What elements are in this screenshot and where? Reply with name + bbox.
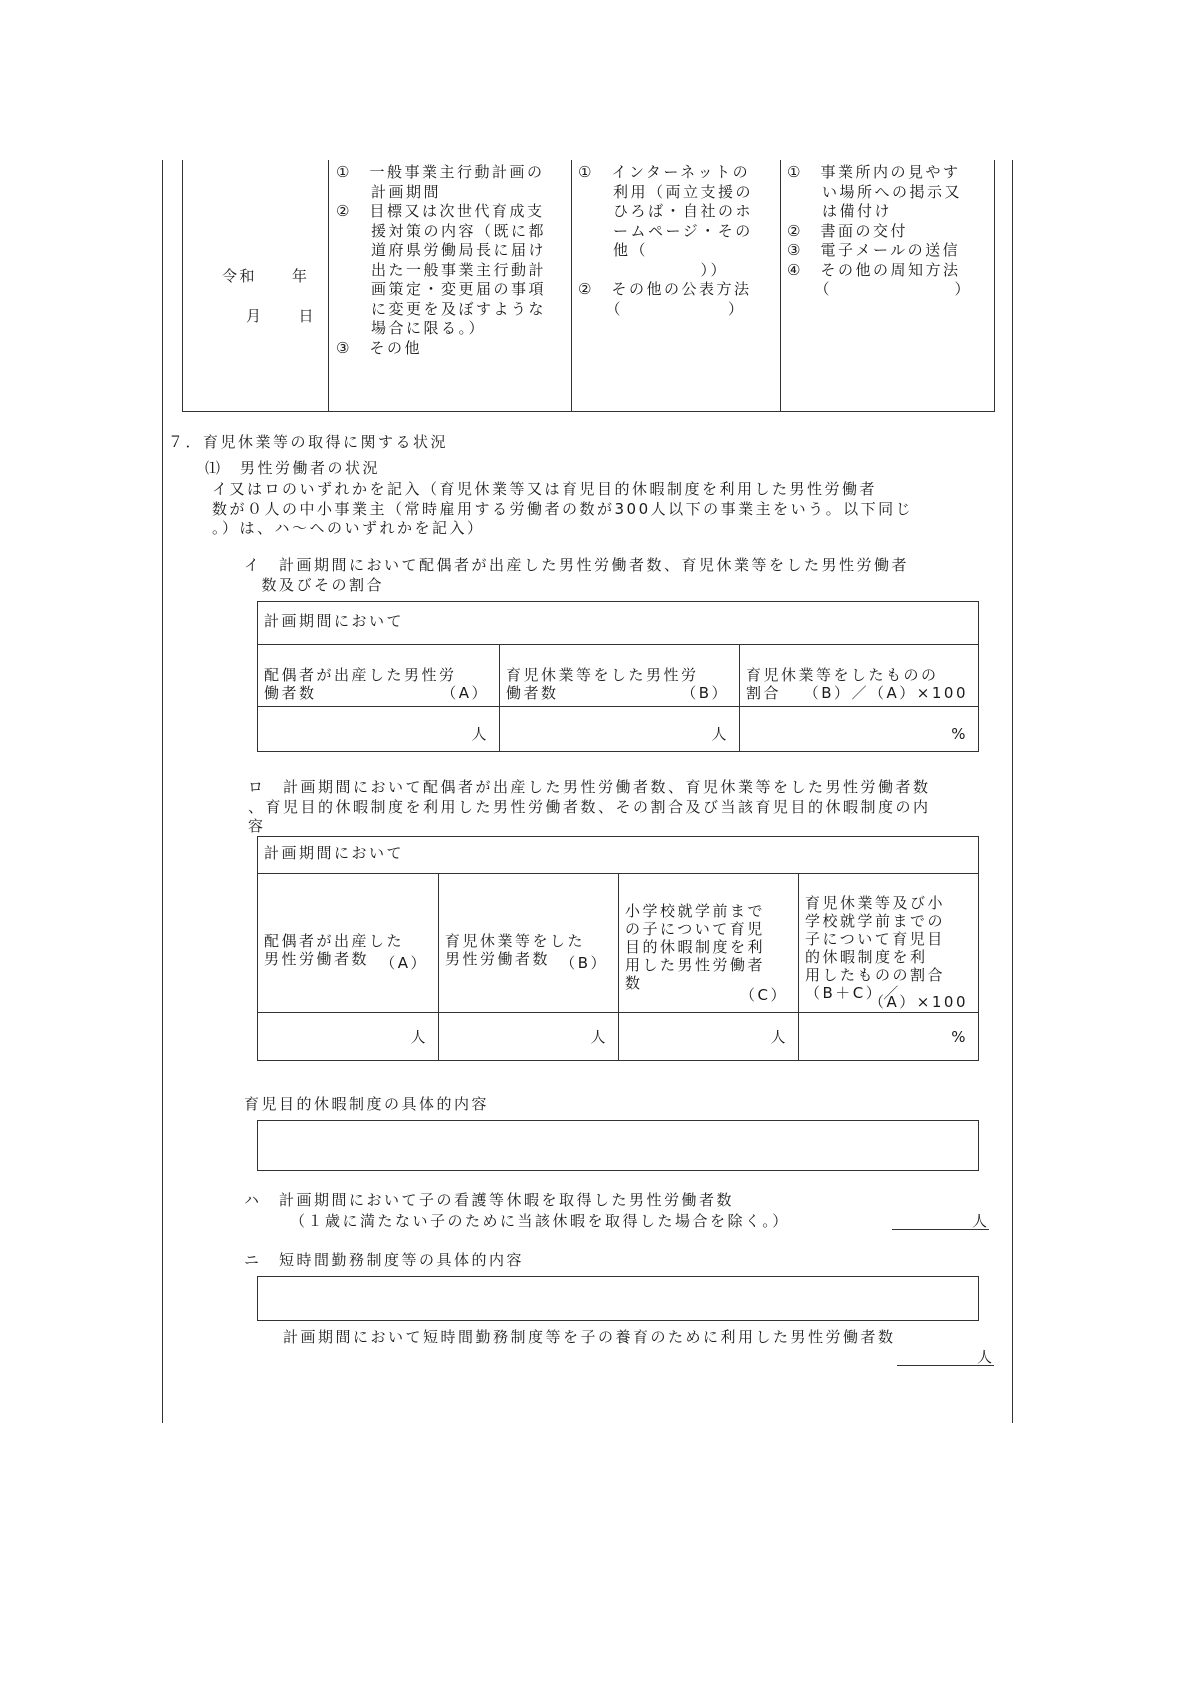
item-i-header-a xyxy=(258,644,499,706)
leave-system-detail-label: 育児目的休暇制度の具体的内容 xyxy=(244,1095,490,1113)
item-ro-value-ratio[interactable] xyxy=(798,1012,978,1060)
item-ro-table-title: 計画期間において xyxy=(264,844,405,862)
item-ni-unit: 人 xyxy=(977,1348,995,1366)
item-ro-value-b[interactable] xyxy=(438,1012,618,1060)
item-ro-value-c[interactable] xyxy=(618,1012,798,1060)
page-frame-left xyxy=(162,160,163,1423)
item-i-header-ratio xyxy=(739,644,978,706)
publication-method-list: ① インターネットの 利用（両立支援の ひろば・自社のホ ームページ・その 他（ ）） ② その他の公表方法 （ ） xyxy=(578,163,754,318)
item-i-header-b-text: 育児休業等をした男性労 働者数 xyxy=(506,666,699,702)
item-i-table-title: 計画期間において xyxy=(264,612,405,630)
item-ro-table xyxy=(257,836,979,1061)
item-ha-unit: 人 xyxy=(972,1212,990,1230)
item-i-header-ratio-text: 育児休業等をしたものの 割合 xyxy=(746,666,939,702)
table-divider xyxy=(780,160,781,411)
page-frame-right xyxy=(1012,160,1013,1423)
table-divider xyxy=(571,160,572,411)
item-i-table xyxy=(257,601,979,752)
date-month: 月 日 xyxy=(246,307,317,325)
item-i-header-a-text: 配偶者が出産した男性労 働者数 xyxy=(264,666,457,702)
date-year: 令和 年 xyxy=(222,267,310,285)
change-items-list: ① 一般事業主行動計画の 計画期間 ② 目標又は次世代育成支 援対策の内容（既に都 道府県労働局長に届け 出た一般事業主行動計 画策定・変更届の事項 に変更を及ぼすような 場合に限る。） ③ その他 xyxy=(336,163,547,357)
item-i-heading: イ 計画期間において配偶者が出産した男性労働者数、育児休業等をした男性労働者 数及びその割合 xyxy=(244,556,910,594)
item-ro-value-a[interactable] xyxy=(258,1012,438,1060)
item-ro-header-a-sub: （A） xyxy=(380,954,428,972)
item-ro-header-b xyxy=(438,873,618,1012)
item-ha-note: （１歳に満たない子のために当該休暇を取得した場合を除く。） xyxy=(290,1212,790,1230)
item-i-header-a-sub: （A） xyxy=(441,684,489,702)
item-ro-header-c-text: 小学校就学前まで の子について育児 目的休暇制度を利 用した男性労働者 数 xyxy=(625,902,766,992)
item-ro-header-b-text: 育児休業等をした 男性労働者数 xyxy=(445,932,586,968)
item-ro-header-c xyxy=(618,873,798,1012)
item-ro-header-a-text: 配偶者が出産した 男性労働者数 xyxy=(264,932,405,968)
item-ro-header-ratio xyxy=(798,873,978,1012)
item-i-value-a[interactable] xyxy=(258,706,499,751)
leave-system-detail-box[interactable] xyxy=(257,1120,979,1171)
item-ro-header-ratio-sub: （A）×100 xyxy=(869,993,968,1011)
unit-percent: % xyxy=(951,725,968,743)
item-i-header-b-sub: （B） xyxy=(681,684,729,702)
unit-person: 人 xyxy=(590,1028,608,1046)
unit-person: 人 xyxy=(711,725,729,743)
item-ni-heading: ニ 短時間勤務制度等の具体的内容 xyxy=(244,1251,525,1269)
item-ro-header-a xyxy=(258,873,438,1012)
unit-person: 人 xyxy=(410,1028,428,1046)
item-ro-header-ratio-text: 育児休業等及び小 学校就学前までの 子について育児目 的休暇制度を利 用したものの割合 （B＋C）／ xyxy=(805,894,946,1002)
item-i-header-b xyxy=(499,644,739,706)
item-ha-heading: ハ 計画期間において子の看護等休暇を取得した男性労働者数 xyxy=(244,1191,735,1209)
item-ro-header-b-sub: （B） xyxy=(560,954,608,972)
item-i-header-ratio-sub: （B）／（A）×100 xyxy=(803,684,968,702)
short-time-detail-box[interactable] xyxy=(257,1276,979,1321)
unit-person: 人 xyxy=(770,1028,788,1046)
item-ni-usage: 計画期間において短時間勤務制度等を子の養育のために利用した男性労働者数 xyxy=(283,1328,896,1346)
item-i-value-b[interactable] xyxy=(499,706,739,751)
section-7-title: ７．育児休業等の取得に関する状況 xyxy=(168,433,449,451)
item-ro-heading: ロ 計画期間において配偶者が出産した男性労働者数、育児休業等をした男性労働者数 、育児目的休暇制度を利用した男性労働者数、その割合及び当該育児目的休暇制度の内 容 xyxy=(248,778,931,835)
subsection-1-title: ⑴ 男性労働者の状況 xyxy=(205,459,381,477)
unit-percent: % xyxy=(951,1028,968,1046)
item-i-value-ratio[interactable] xyxy=(739,706,978,751)
notification-method-list: ① 事業所内の見やす い場所への掲示又 は備付け ② 書面の交付 ③ 電子メールの送信 ④ その他の周知方法 （ ） xyxy=(787,163,973,298)
table-divider xyxy=(328,160,329,411)
instruction-text: イ又はロのいずれかを記入（育児休業等又は育児目的休暇制度を利用した男性労働者 数が０人の中小事業主（常時雇用する労働者の数が300人以下の事業主をいう。以下同じ 。）は、ハ～ヘのいずれかを記入） xyxy=(212,480,914,537)
unit-person: 人 xyxy=(471,725,489,743)
item-ro-header-c-sub: （C） xyxy=(740,986,788,1004)
